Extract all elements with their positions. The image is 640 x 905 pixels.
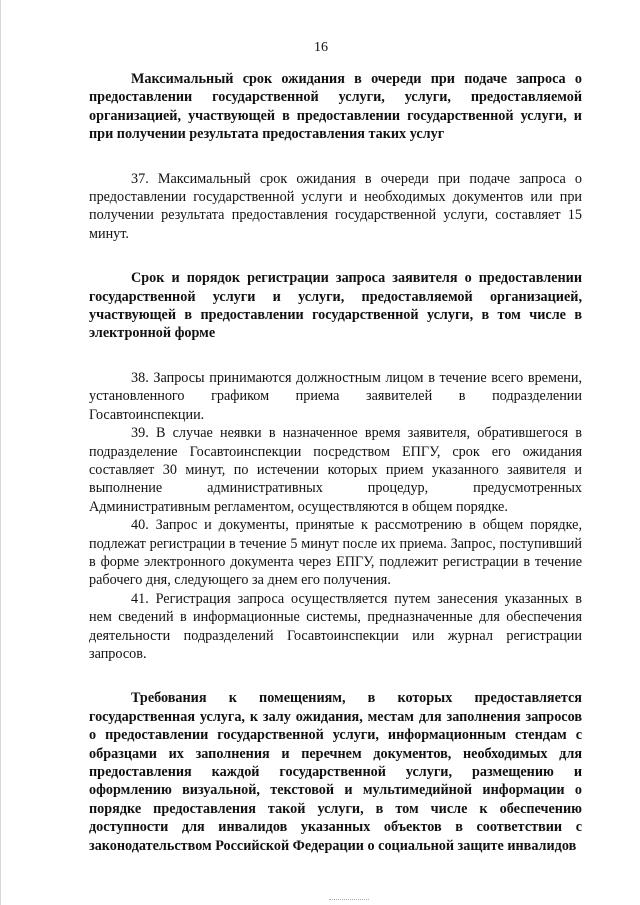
scan-artifact — [329, 899, 369, 902]
paragraph-37: 37. Максимальный срок ожидания в очереди при подаче запроса о предоставлении государственной услуги и необходимых документов или при получении результата предоставления государственной услуги, составляет 15 минут. — [89, 170, 582, 242]
paragraph-41: 41. Регистрация запроса осуществляется путем занесения указанных в нем сведений в информационные системы, предназначенные для обеспечения деятельности подразделений Госавтоинспекции или журнал регистрации запросов. — [89, 590, 582, 662]
document-body — [89, 70, 582, 855]
page-number: 16 — [314, 40, 328, 55]
paragraph-39: 39. В случае неявки в назначенное время заявителя, обратившегося в подразделение Госавтоинспекции посредством ЕПГУ, срок его ожидания составляет 30 минут, по истечении которых прием указанного заявителя и выполнение административных процедур, предусмотренных Административным регламентом, осуществляются в общем порядке. — [89, 425, 582, 515]
section-heading-registration: Срок и порядок регистрации запроса заявителя о предоставлении государственной услуги и услуги, предоставляемой организацией, участвующей в предоставлении государственной услуги, в том числе в электронной форме — [89, 270, 582, 342]
section-heading-queue-time: Максимальный срок ожидания в очереди при подаче запроса о предоставлении государственной услуги, услуги, предоставляемой организацией, участвующей в предоставлении государственной услуги, и при получении результата предоставления таких услуг — [89, 71, 582, 143]
section-heading-premises: Требования к помещениям, в которых предоставляется государственная услуга, к залу ожидания, местам для заполнения запросов о предоставлении государственной услуги, информационным стендам с образцами их заполнения и перечнем документов, необходимых для предоставления каждой государственной услуги, размещению и оформлению визуальной, текстовой и мультимедийной информации о порядке предоставления такой услуги, в том числе к обеспечению доступности для инвалидов указанных объектов в соответствии с законодательством Российской Федерации о социальной защите инвалидов — [89, 690, 582, 854]
paragraph-40: 40. Запрос и документы, принятые к рассмотрению в общем порядке, подлежат регистрации в течение 5 минут после их приема. Запрос, поступивший в форме электронного документа через ЕПГУ, подлежит регистрации в течение рабочего дня, следующего за днем его получения. — [89, 517, 582, 589]
paragraph-38: 38. Запросы принимаются должностным лицом в течение всего времени, установленного графиком приема заявителей в подразделении Госавтоинспекции. — [89, 369, 582, 423]
